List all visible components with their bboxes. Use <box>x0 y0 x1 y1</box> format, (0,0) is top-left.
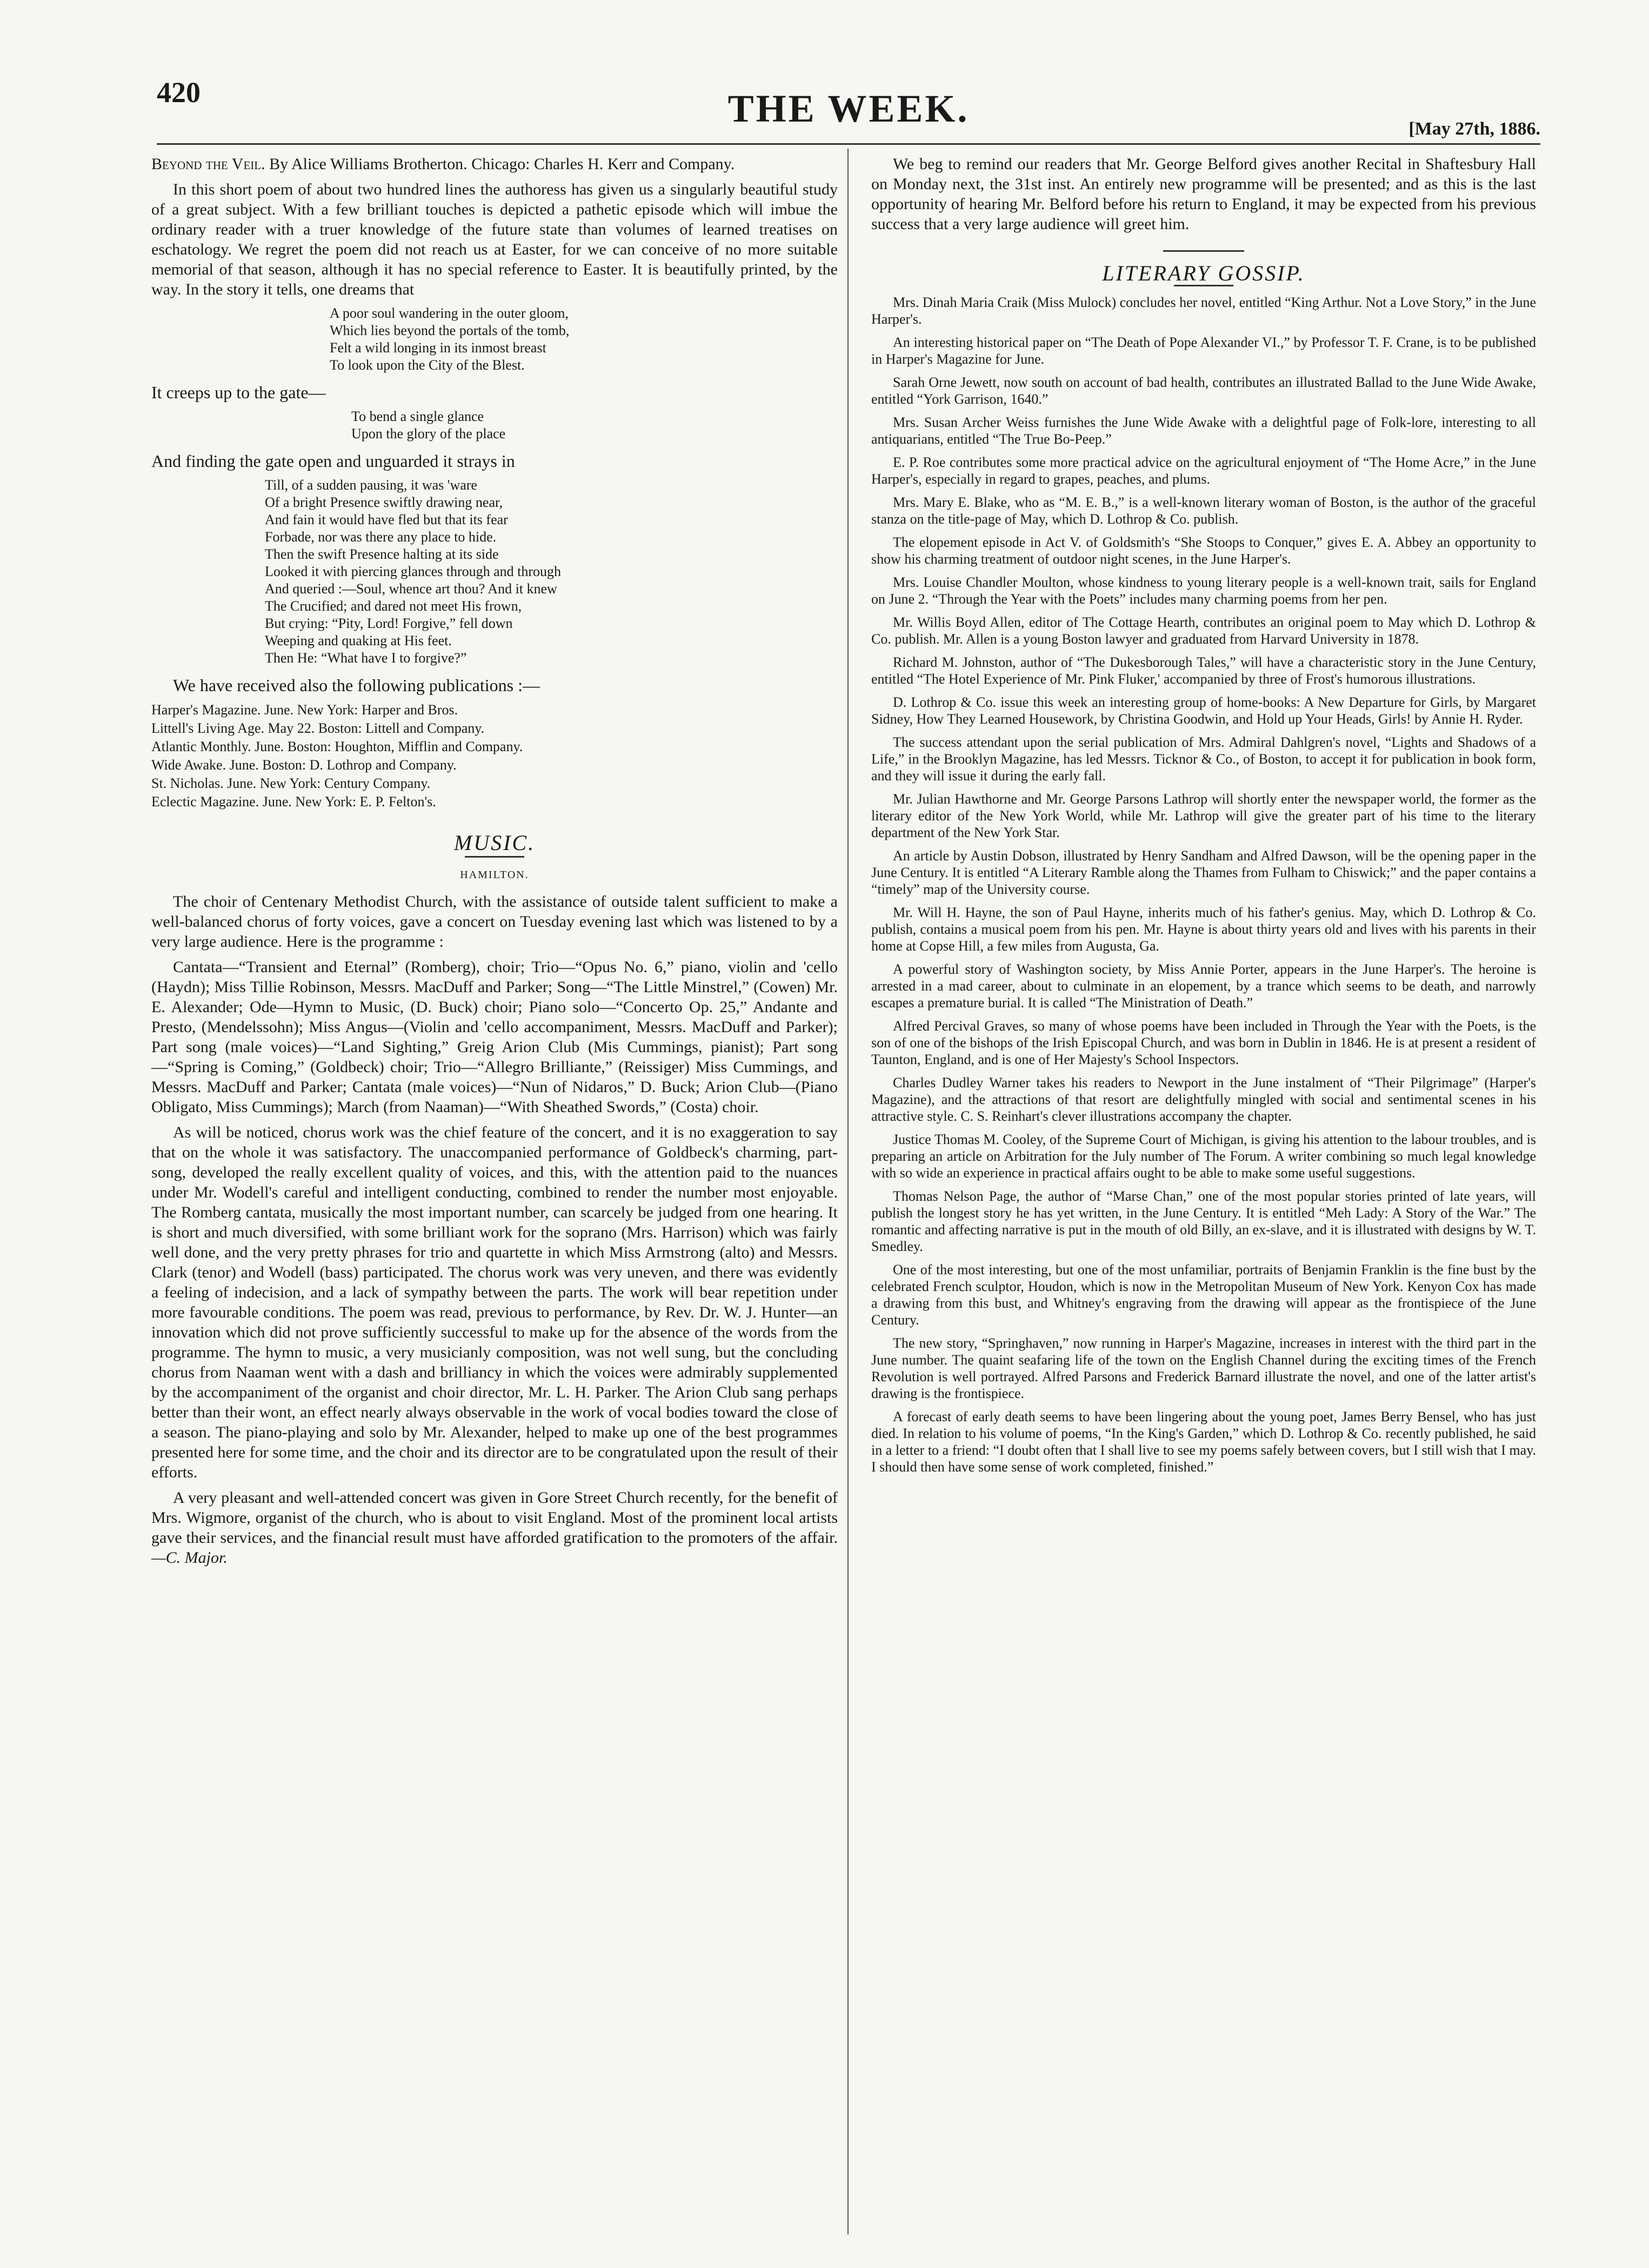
review-heading <box>151 154 838 174</box>
music-paragraph-text: A very pleasant and well-attended concert was given in Gore Street Church recently, for the benefit of Mrs. Wigmore, organist of the church, who is about to visit England. Most of the prominent local artists gave their services, and the financial result must have afforded gratification to the promoters of the affair. <box>151 1489 838 1547</box>
gossip-item: A forecast of early death seems to have been lingering about the young poet, James Berry Bensel, who has just died. In relation to his volume of poems, “In the King's Garden,” which D. Lothrop & Co. recently published, he said in a letter to a friend: “I doubt often that I shall live to see my poems safely between covers, but I still wish that I may. I should then have some sense of work completed, finished.” <box>871 1409 1536 1475</box>
poem-line: Upon the glory of the place <box>351 426 506 441</box>
gossip-item: One of the most interesting, but one of the most unfamiliar, portraits of Benjamin Franklin is the fine bust by the celebrated French sculptor, Houdon, which is now in the Metropolitan Museum of New York. Kenyon Cox has made a drawing from this bust, and Whitney's engraving from the drawing will appear as the frontispiece of the June Century. <box>871 1262 1536 1328</box>
right-column <box>871 154 1536 1482</box>
review-line: And finding the gate open and unguarded it strays in <box>151 451 515 471</box>
gossip-item: An interesting historical paper on “The Death of Pope Alexander VI.,” by Professor T. F. Crane, is to be published in Harper's Magazine for June. <box>871 334 1536 367</box>
poem-line: To look upon the City of the Blest. <box>330 357 525 373</box>
poem-line: To bend a single glance <box>351 409 484 424</box>
gossip-item: The new story, “Springhaven,” now running in Harper's Magazine, increases in interest with the third part in the June number. The quaint seafaring life of the town on the English Channel during the exciting times of the French Revolution is well portrayed. Alfred Parsons and Frederick Barnard illustrate the novel, and one of the latter artist's drawing is the frontispiece. <box>871 1335 1536 1401</box>
gossip-item: Charles Dudley Warner takes his readers to Newport in the June instalment of “Their Pilgrimage” (Harper's Magazine), and the attractions of that resort are delightfully mingled with social and sentimental scenes in his attractive style. C. S. Reinhart's clever illustrations accompany the chapter. <box>871 1075 1536 1124</box>
list-item: Atlantic Monthly. June. Boston: Houghton, Mifflin and Company. <box>151 739 523 754</box>
poem-line: The Crucified; and dared not meet His frown, <box>265 598 522 614</box>
poem-line: And queried :—Soul, whence art thou? And it knew <box>265 581 557 597</box>
gossip-item: Mrs. Susan Archer Weiss furnishes the June Wide Awake with a delightful page of Folk-lore, interesting to all antiquarians, entitled “The True Bo-Peep.” <box>871 414 1536 447</box>
music-paragraph <box>151 1488 838 1568</box>
poem-line: Then He: “What have I to forgive?” <box>265 650 467 666</box>
section-rule <box>1163 250 1244 252</box>
poem-line: Which lies beyond the portals of the tomb, <box>330 323 570 338</box>
received-intro: We have received also the following publications :— <box>173 675 540 695</box>
list-item: Harper's Magazine. June. New York: Harper and Bros. <box>151 702 458 718</box>
poem-excerpt-3 <box>265 477 838 667</box>
gossip-item: Sarah Orne Jewett, now south on account of bad health, contributes an illustrated Ballad to the June Wide Awake, entitled “York Garrison, 1640.” <box>871 374 1536 407</box>
gossip-item: Mr. Willis Boyd Allen, editor of The Cottage Hearth, contributes an original poem to May which D. Lothrop & Co. publish. Mr. Allen is a young Boston lawyer and graduated from Harvard University in 1878. <box>871 614 1536 647</box>
poem-line: A poor soul wandering in the outer gloom, <box>330 305 569 321</box>
gossip-item: The elopement episode in Act V. of Goldsmith's “She Stoops to Conquer,” gives E. A. Abbey an opportunity to show his charming treatment of outdoor night scenes, in the June Harper's. <box>871 534 1536 567</box>
poem-line: Of a bright Presence swiftly drawing near, <box>265 494 503 510</box>
list-item: St. Nicholas. June. New York: Century Company. <box>151 775 431 791</box>
review-book-publisher: By Alice Williams Brotherton. Chicago: Charles H. Kerr and Company. <box>265 155 735 173</box>
review-paragraph: In this short poem of about two hundred lines the authoress has given us a singularly beautiful study of a great subject. With a few brilliant touches is depicted a pathetic episode which will imbue the ordinary reader with a truer knowledge of the future state than volumes of learned treatises on eschatology. We regret the poem did not reach us at Easter, for we can conceive of no more suitable memorial of that season, although it has no special reference to Easter. It is beautifully printed, by the way. In the story it tells, one dreams that <box>151 180 838 298</box>
poem-line: Weeping and quaking at His feet. <box>265 633 452 648</box>
poem-line: Looked it with piercing glances through and through <box>265 564 562 579</box>
column-divider <box>847 149 849 2234</box>
gossip-item: An article by Austin Dobson, illustrated by Henry Sandham and Alfred Dawson, will be the opening paper in the June Century. It is entitled “A Literary Ramble along the Thames from Fulham to Chiswick;” and the paper contains a “timely” map of the University course. <box>871 848 1536 897</box>
author-signature: —C. Major. <box>151 1549 228 1567</box>
header-rule <box>157 143 1540 145</box>
gossip-item: The success attendant upon the serial publication of Mrs. Admiral Dahlgren's novel, “Lights and Shadows of a Life,” in the Brooklyn Magazine, has led Messrs. Ticknor & Co., of Boston, to accept it for publication in book form, and they will issue it during the early fall. <box>871 734 1536 784</box>
gossip-item: Richard M. Johnston, author of “The Dukesborough Tales,” will have a characteristic story in the June Century, entitled “The Hotel Experience of Mr. Pink Fluker,' accompanied by three of Frost's humorous illustrations. <box>871 654 1536 687</box>
notice-paragraph: We beg to remind our readers that Mr. George Belford gives another Recital in Shaftesbury Hall on Monday next, the 31st inst. An entirely new programme will be presented; and as this is the last opportunity of hearing Mr. Belford before his return to England, it may be expected from his previous success that a very large audience will greet him. <box>871 155 1536 233</box>
poem-line: Then the swift Presence halting at its side <box>265 546 499 562</box>
poem-excerpt-2 <box>351 408 838 443</box>
poem-line: Forbade, nor was there any place to hide. <box>265 529 497 545</box>
music-paragraph: The choir of Centenary Methodist Church, with the assistance of outside talent sufficient to make a well-balanced chorus of forty voices, gave a concert on Tuesday evening last which was listened to by a very large audience. Here is the programme : <box>151 893 838 951</box>
music-section-title: MUSIC. <box>453 831 536 855</box>
review-book-title: Beyond the Veil. <box>151 155 265 173</box>
gossip-item: Mr. Will H. Hayne, the son of Paul Hayne, inherits much of his father's genius. May, which D. Lothrop & Co. publish, contains a musical poem from his pen. Mr. Hayne is about thirty years old and lives with his parents in their home at Copse Hill, a few miles from Augusta, Ga. <box>871 905 1536 954</box>
list-item: Littell's Living Age. May 22. Boston: Littell and Company. <box>151 720 485 736</box>
poem-line: Felt a wild longing in its inmost breast <box>330 340 546 356</box>
gossip-section-title: LITERARY GOSSIP. <box>1102 261 1305 285</box>
review-line: It creeps up to the gate— <box>151 383 326 402</box>
poem-excerpt-1 <box>330 305 838 374</box>
gossip-item: Justice Thomas M. Cooley, of the Supreme Court of Michigan, is giving his attention to the labour troubles, and is preparing an article on Arbitration for the July number of The Forum. A writer combining so much legal knowledge with so wide an experience in practical affairs ought to be able to make some useful suggestions. <box>871 1132 1536 1181</box>
music-subsection-title: HAMILTON. <box>460 869 529 881</box>
gossip-item: Mrs. Louise Chandler Moulton, whose kindness to young literary people is a well-known trait, sails for England on June 2. “Through the Year with the Poets” includes many charming poems from her pen. <box>871 574 1536 607</box>
issue-date: [May 27th, 1886. <box>1408 119 1540 139</box>
belford-notice <box>871 154 1536 234</box>
gossip-item: Alfred Percival Graves, so many of whose poems have been included in Through the Year with the Poets, is the son of one of the bishops of the Irish Episcopal Church, and was born in Dublin in 1846. He is at present a resident of Taunton, England, and is one of Her Majesty's School Inspectors. <box>871 1018 1536 1067</box>
publications-list <box>151 701 838 811</box>
list-item: Wide Awake. June. Boston: D. Lothrop and Company. <box>151 757 457 773</box>
gossip-item: Thomas Nelson Page, the author of “Marse Chan,” one of the most popular stories printed of late years, will publish the longest story he has yet written, in the June Century. It is entitled “Meh Lady: A Story of the War.” The romantic and affecting narrative is put in the mouth of old Billy, an ex-slave, and it is illustrated with designs by W. T. Smedley. <box>871 1188 1536 1254</box>
music-programme: Cantata—“Transient and Eternal” (Romberg), choir; Trio—“Opus No. 6,” piano, violin and 'cello (Haydn); Miss Tillie Robinson, Messrs. MacDuff and Parker; Song—“The Little Minstrel,” (Cowen) Mr. E. Alexander; Ode—Hymn to Music, (D. Buck) choir; Piano solo—“Concerto Op. 25,” Andante and Presto, (Mendelssohn); Miss Angus—(Violin and 'cello accompaniment, Messrs. MacDuff and Parker); Part song (male voices)—“Land Sighting,” Greig Arion Club (Mis Cummings, pianist); Part song—“Spring is Coming,” (Goldbeck) choir; Trio—“Allegro Brilliante,” (Reissiger) Miss Cummings, and Messrs. MacDuff and Parker; Cantata (male voices)—“Nun of Nidaros,” D. Buck; Arion Club—(Piano Obligato, Miss Cummings); March (from Naaman)—“With Sheathed Swords,” (Costa) choir. <box>151 958 838 1116</box>
poem-line: Till, of a sudden pausing, it was 'ware <box>265 477 477 493</box>
section-rule <box>465 856 524 858</box>
gossip-item: A powerful story of Washington society, by Miss Annie Porter, appears in the June Harper's. The heroine is arrested in a mad career, about to culminate in an elopement, by a trance which seems to be death, and narrowly escapes a premature burial. It is called “The Ministration of Death.” <box>871 961 1536 1011</box>
gossip-item: Mrs. Dinah Maria Craik (Miss Mulock) concludes her novel, entitled “King Arthur. Not a Love Story,” in the June Harper's. <box>871 295 1536 327</box>
gossip-item: Mr. Julian Hawthorne and Mr. George Parsons Lathrop will shortly enter the newspaper world, the former as the literary editor of the New York World, while Mr. Lathrop will give the greater part of his time to the literary department of the New York Star. <box>871 791 1536 840</box>
poem-line: And fain it would have fled but that its fear <box>265 512 508 527</box>
music-paragraph: As will be noticed, chorus work was the chief feature of the concert, and it is no exaggeration to say that on the whole it was satisfactory. The unaccompanied performance of Goldbeck's charming, part-song, developed the really excellent quality of voices, and this, with the attention paid to the nuances under Mr. Wodell's careful and intelligent conducting, combined to render the number most enjoyable. The Romberg cantata, musically the most important number, can scarcely be judged from one hearing. It is short and much diversified, with some brilliant work for the soprano (Mrs. Harrison) which was fairly well done, and the very pretty phrases for trio and quartette in which Miss Armstrong (alto) and Messrs. Clark (tenor) and Wodell (bass) participated. The chorus work was very uneven, and there was evidently a feeling of indecision, and a lack of sympathy between the parts. The work will bear repetition under more favourable conditions. The poem was read, previous to performance, by Rev. Dr. W. J. Hunter—an innovation which did not prove sufficiently successful to make up for the absence of the words from the programme. The hymn to music, a very musicianly composition, was not well sung, but the concluding chorus from Naaman went with a dash and brilliancy in which the voices were admirably supplemented by the accompaniment of the organist and choir director, Mr. L. H. Parker. The Arion Club sang perhaps better than their wont, an effect nearly always observable in the work of vocal bodies toward the close of a season. The piano-playing and solo by Mr. Alexander, helped to make up one of the best programmes presented here for some time, and the choir and its director are to be congratulated upon the result of their efforts. <box>151 1123 838 1481</box>
masthead-title: THE WEEK. <box>727 87 970 130</box>
gossip-item: E. P. Roe contributes some more practical advice on the agricultural enjoyment of “The Home Acre,” in the June Harper's, especially in regard to grapes, peaches, and plums. <box>871 454 1536 487</box>
poem-line: But crying: “Pity, Lord! Forgive,” fell down <box>265 615 513 631</box>
gossip-item: Mrs. Mary E. Blake, who as “M. E. B.,” is a well-known literary woman of Boston, is the author of the graceful stanza on the title-page of May, which D. Lothrop & Co. publish. <box>871 494 1536 527</box>
page-number: 420 <box>157 76 201 109</box>
gossip-item: D. Lothrop & Co. issue this week an interesting group of home-books: A New Departure for Girls, by Margaret Sidney, How They Learned Housework, by Christina Goodwin, and Hold up Your Heads, Girls! by Annie H. Ryder. <box>871 694 1536 727</box>
list-item: Eclectic Magazine. June. New York: E. P. Felton's. <box>151 794 436 809</box>
left-column <box>151 154 838 1573</box>
page-header <box>157 70 1540 146</box>
